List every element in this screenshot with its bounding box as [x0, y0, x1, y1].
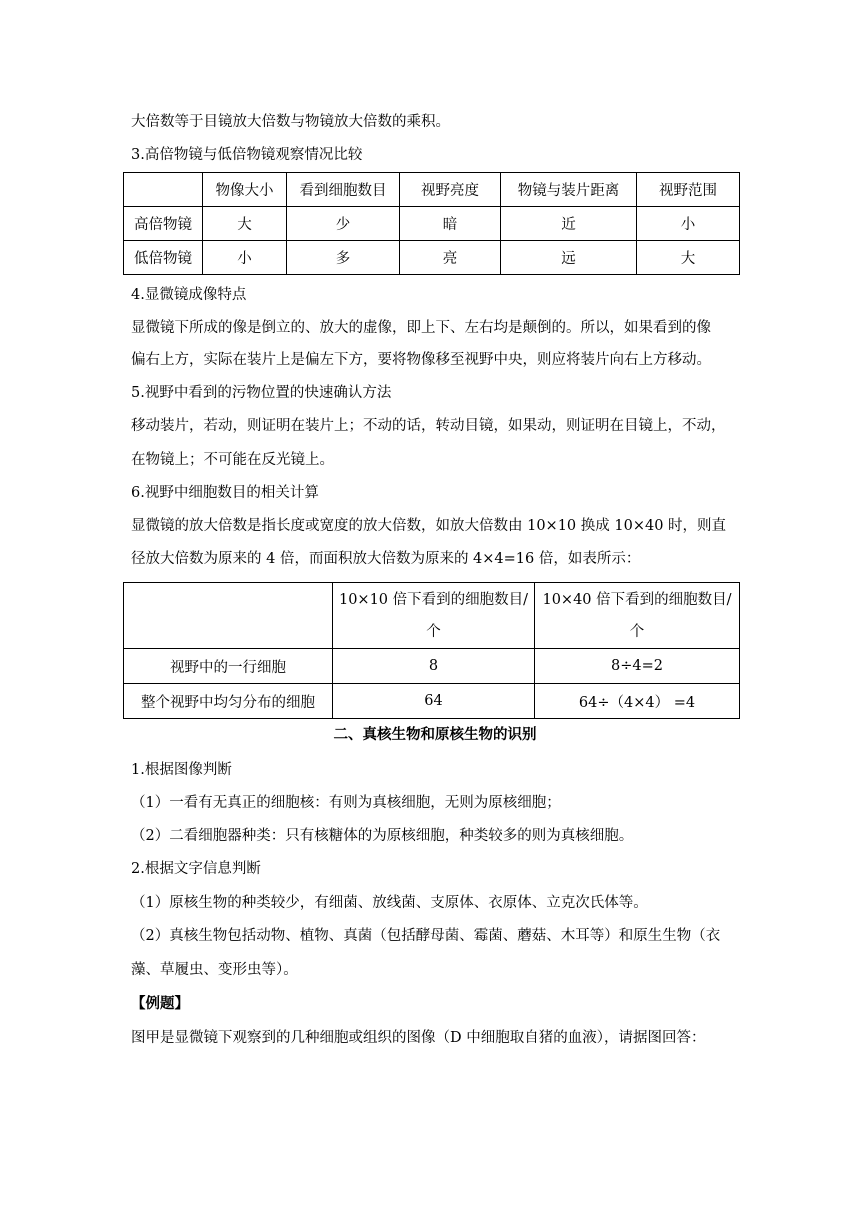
section-heading-4: 4.显微镜成像特点	[131, 287, 247, 303]
table-cell: 视野范围	[637, 173, 740, 207]
paragraph-line: 径放大倍数为原来的 4 倍，而面积放大倍数为原来的 4×4=16 倍，如表所示：	[131, 551, 641, 567]
table-cell: 少	[287, 207, 400, 241]
paragraph-line: （1）一看有无真正的细胞核：有则为真核细胞，无则为原核细胞；	[131, 795, 561, 811]
table-cell: 物镜与装片距离	[501, 173, 637, 207]
example-label: 【例题】	[131, 995, 189, 1012]
section-heading-6: 6.视野中细胞数目的相关计算	[131, 485, 319, 501]
table-cell: 8÷4=2	[535, 649, 740, 684]
paragraph-line: 藻、草履虫、变形虫等）。	[131, 962, 298, 978]
paragraph-line: （2）真核生物包括动物、植物、真菌（包括酵母菌、霉菌、蘑菇、木耳等）和原生生物（衣	[131, 928, 721, 944]
table-cell: 物像大小	[203, 173, 287, 207]
table-row	[124, 241, 740, 275]
table-row	[124, 684, 740, 719]
table-row	[124, 207, 740, 241]
table-header-row	[124, 583, 740, 649]
table-cell: 亮	[400, 241, 501, 275]
table-cell: 看到细胞数目	[287, 173, 400, 207]
paragraph-line: （2）二看细胞器种类：只有核糖体的为原核细胞，种类较多的则为真核细胞。	[131, 828, 634, 844]
table-cell: 视野中的一行细胞	[124, 649, 333, 684]
paragraph-line: 在物镜上；不可能在反光镜上。	[131, 452, 334, 468]
table-cell: 8	[333, 649, 535, 684]
table-cell: 近	[501, 207, 637, 241]
table-cell: 低倍物镜	[124, 241, 203, 275]
table-header-row	[124, 173, 740, 207]
paragraph-line: 大倍数等于目镜放大倍数与物镜放大倍数的乘积。	[131, 114, 450, 130]
table-cell: 大	[203, 207, 287, 241]
comparison-table	[123, 172, 740, 275]
subheading: 2.根据文字信息判断	[131, 861, 261, 877]
question-text: 图甲是显微镜下观察到的几种细胞或组织的图像（D 中细胞取自猪的血液），请据图回答：	[131, 1030, 706, 1046]
section-heading-3: 3.高倍物镜与低倍物镜观察情况比较	[131, 147, 363, 163]
table-cell: 64	[333, 684, 535, 719]
table-row	[124, 649, 740, 684]
table-cell: 10×40 倍下看到的细胞数目/ 个	[535, 583, 740, 649]
paragraph-line: 显微镜的放大倍数是指长度或宽度的放大倍数，如放大倍数由 10×10 换成 10×40 时，则直	[131, 518, 727, 534]
table-cell: 远	[501, 241, 637, 275]
paragraph-line: 偏右上方，实际在装片上是偏左下方，要将物像移至视野中央，则应将装片向右上方移动。	[131, 352, 711, 368]
table-cell: 小	[203, 241, 287, 275]
table-cell: 64÷（4×4） =4	[535, 684, 740, 719]
table-cell: 10×10 倍下看到的细胞数目/ 个	[333, 583, 535, 649]
paragraph-line: 移动装片，若动，则证明在装片上；不动的话，转动目镜，如果动，则证明在目镜上，不动，	[131, 418, 726, 434]
table-cell	[124, 583, 333, 649]
table-cell: 大	[637, 241, 740, 275]
subheading: 1.根据图像判断	[131, 762, 232, 778]
table-cell: 视野亮度	[400, 173, 501, 207]
section-heading-5: 5.视野中看到的污物位置的快速确认方法	[131, 385, 392, 401]
table-cell: 高倍物镜	[124, 207, 203, 241]
cell-count-table	[123, 582, 740, 719]
paragraph-line: （1）原核生物的种类较少，有细菌、放线菌、支原体、衣原体、立克次氏体等。	[131, 895, 648, 911]
table-cell: 多	[287, 241, 400, 275]
table-cell: 暗	[400, 207, 501, 241]
table-cell	[124, 173, 203, 207]
paragraph-line: 显微镜下所成的像是倒立的、放大的虚像，即上下、左右均是颠倒的。所以，如果看到的像	[131, 320, 711, 336]
section-heading-2: 二、真核生物和原核生物的识别	[333, 726, 537, 743]
table-cell: 小	[637, 207, 740, 241]
table-cell: 整个视野中均匀分布的细胞	[124, 684, 333, 719]
